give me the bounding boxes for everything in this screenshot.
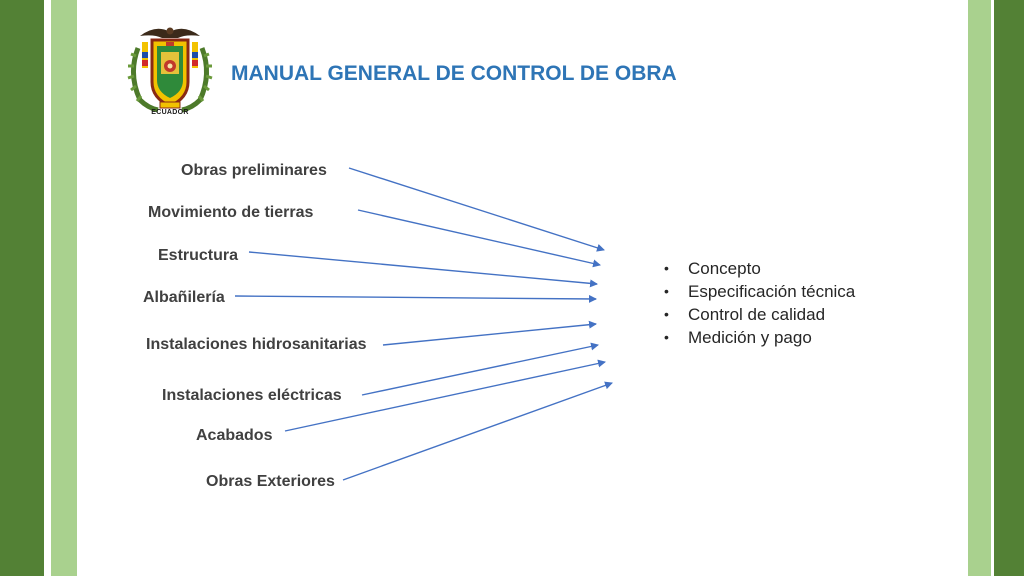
- bullet-icon: •: [664, 306, 669, 322]
- bullet-text: Especificación técnica: [688, 282, 856, 301]
- bullet-icon: •: [664, 283, 669, 299]
- arrow-instalaciones-hidrosanitarias: [383, 324, 596, 345]
- arrow-albanileria: [235, 296, 596, 299]
- arrow-instalaciones-electricas: [362, 345, 598, 395]
- bullet-text: Control de calidad: [688, 305, 826, 324]
- label-instalaciones-hidrosanitarias: Instalaciones hidrosanitarias: [146, 336, 367, 353]
- label-acabados: Acabados: [196, 427, 273, 444]
- label-obras-exteriores: Obras Exteriores: [206, 473, 335, 490]
- bullet-icon: •: [664, 260, 669, 276]
- arrow-obras-preliminares: [349, 168, 604, 250]
- label-albanileria: Albañilería: [143, 289, 225, 306]
- label-movimiento-de-tierras: Movimiento de tierras: [148, 204, 314, 221]
- label-instalaciones-electricas: Instalaciones eléctricas: [162, 387, 342, 404]
- bullet-icon: •: [664, 329, 669, 345]
- bullet-text: Medición y pago: [688, 328, 812, 347]
- arrow-obras-exteriores: [343, 383, 612, 480]
- arrow-estructura: [249, 252, 597, 284]
- label-obras-preliminares: Obras preliminares: [181, 162, 327, 179]
- label-estructura: Estructura: [158, 247, 239, 264]
- bullet-item: [664, 326, 855, 349]
- bullet-item: [664, 303, 855, 326]
- seal-caption: ECUADOR: [151, 109, 189, 116]
- bullet-item: [664, 280, 855, 303]
- bullet-item: [664, 257, 855, 280]
- bullet-list: [664, 257, 855, 349]
- bullet-text: Concepto: [688, 259, 761, 278]
- page-title: MANUAL GENERAL DE CONTROL DE OBRA: [231, 62, 677, 85]
